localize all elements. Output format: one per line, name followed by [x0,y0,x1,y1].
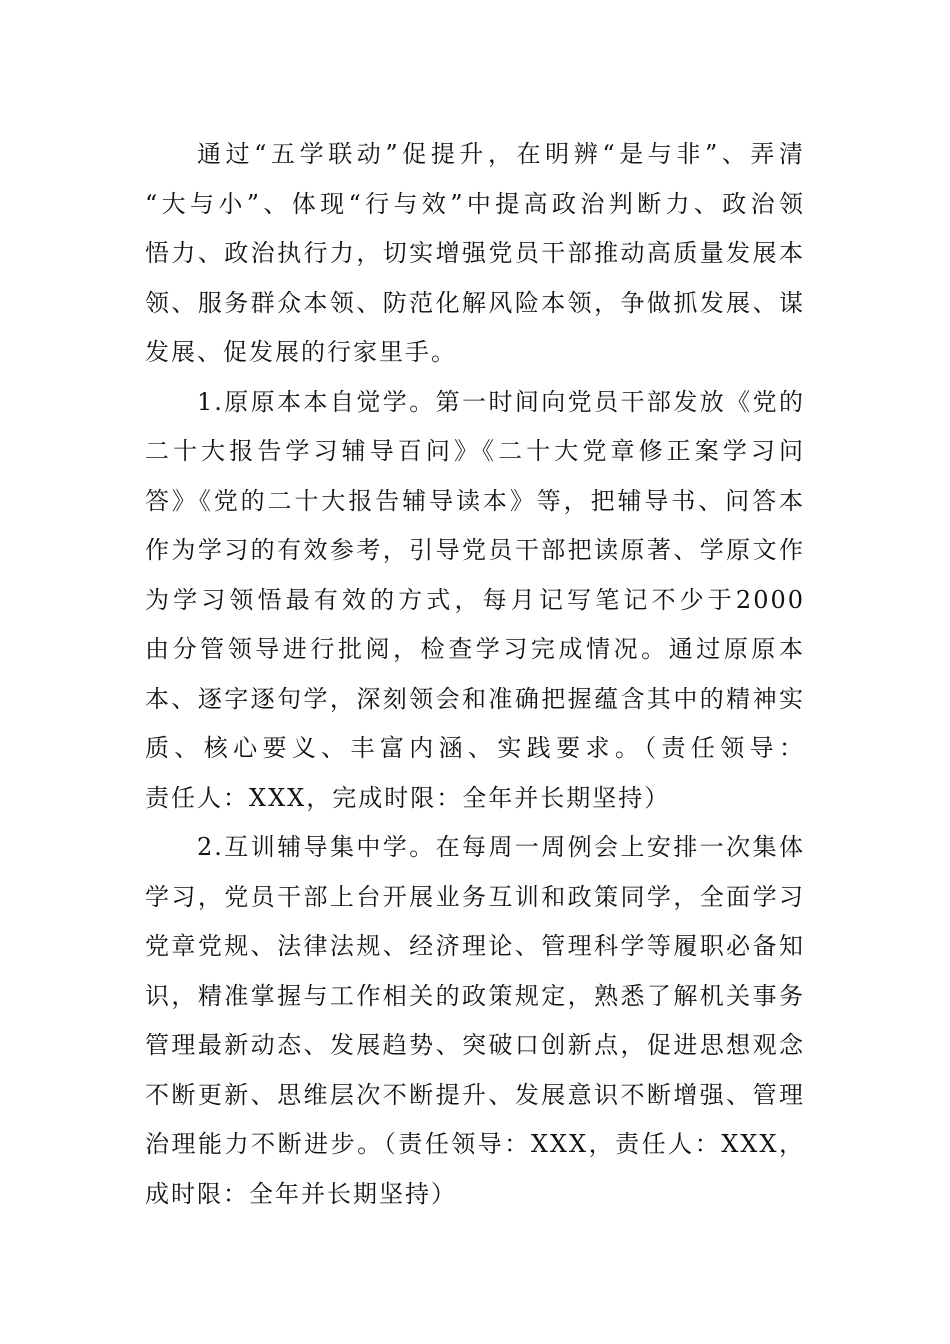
text-line: 2.互训辅导集中学。在每周一周例会上安排一次集体 [197,833,805,861]
text-line: 成时限：全年并长期坚持） [145,1179,457,1208]
text-line: 管理最新动态、发展趋势、突破口创新点，促进思想观念 [145,1031,805,1059]
text-line: 通过“五学联动”促提升，在明辨“是与非”、弄清 [197,140,805,168]
text-line: 发展、促发展的行家里手。 [145,338,457,366]
text-line: 由分管领导进行批阅，检查学习完成情况。通过原原本 [145,635,805,663]
paragraph-item-1 [145,378,805,824]
text-line: 质、核心要义、丰富内涵、实践要求。（责任领导： [145,734,805,762]
text-line: 识，精准掌握与工作相关的政策规定，熟悉了解机关事务 [145,981,805,1010]
document-body [145,130,805,1219]
text-line: “大与小”、体现“行与效”中提高政治判断力、政治领 [145,189,805,218]
text-line: 作为学习的有效参考，引导党员干部把读原著、学原文作 [145,536,805,564]
text-line: 治理能力不断进步。（责任领导：XXX，责任人：XXX， [145,1130,805,1158]
text-line: 学习，党员干部上台开展业务互训和政策同学，全面学习 [145,882,805,911]
text-line: 答》《党的二十大报告辅导读本》等，把辅导书、问答本 [145,486,805,515]
text-line: 不断更新、思维层次不断提升、发展意识不断增强、管理 [145,1080,805,1109]
text-line: 本、逐字逐句学，深刻领会和准确把握蕴含其中的精神实 [145,684,805,713]
paragraph-item-2 [145,823,805,1219]
text-line: 党章党规、法律法规、经济理论、管理科学等履职必备知 [145,932,805,960]
paragraph-intro [145,130,805,378]
text-line: 二十大报告学习辅导百问》《二十大党章修正案学习问 [145,437,805,465]
text-line: 为学习领悟最有效的方式，每月记写笔记不少于2000 [145,585,805,614]
text-line: 领、服务群众本领、防范化解风险本领，争做抓发展、谋 [145,288,805,317]
text-line: 悟力、政治执行力，切实增强党员干部推动高质量发展本 [145,239,805,267]
text-line: 责任人：XXX，完成时限：全年并长期坚持） [145,783,671,812]
text-line: 1.原原本本自觉学。第一时间向党员干部发放《党的 [197,387,805,416]
